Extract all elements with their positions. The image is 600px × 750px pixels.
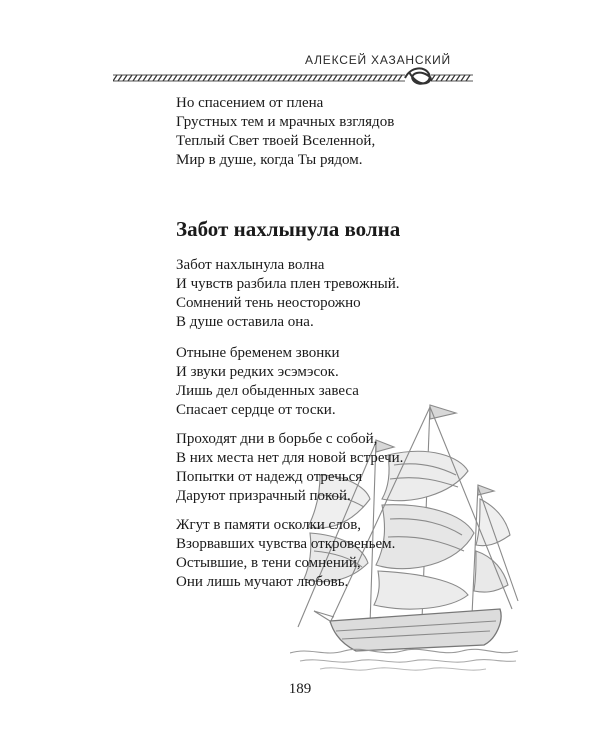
verse-line: Попытки от надежд отречься (176, 469, 363, 485)
running-header (113, 52, 473, 92)
intro-stanza (176, 94, 394, 170)
poem-title: Забот нахлынула волна (176, 217, 401, 241)
verse-line: Лишь дел обыденных завеса (176, 383, 359, 399)
verse-line: Взорвавших чувства откровеньем. (176, 536, 396, 552)
verse-line: Жгут в памяти осколки слов, (176, 517, 362, 533)
rope-knot-icon (113, 64, 473, 90)
verse-line: Они лишь мучают любовь. (176, 574, 349, 590)
poem-stanza-4 (176, 516, 395, 592)
verse-line: В них места нет для новой встречи. (176, 450, 404, 466)
verse-line: Проходят дни в борьбе с собой, (176, 431, 378, 447)
poem-stanza-3 (176, 430, 403, 506)
verse-line: Но спасением от плена (176, 95, 324, 111)
verse-line: Сомнений тень неосторожно (176, 295, 361, 311)
verse-line: Забот нахлынула волна (176, 257, 325, 273)
verse-line: Грустных тем и мрачных взглядов (176, 114, 395, 130)
verse-line: Спасает сердце от тоски. (176, 402, 336, 418)
verse-line: Теплый Свет твоей Вселенной, (176, 133, 376, 149)
verse-line: И чувств разбила плен тревожный. (176, 276, 400, 292)
verse-line: В душе оставила она. (176, 314, 314, 330)
verse-line: Остывшие, в тени сомнений, (176, 555, 361, 571)
author-name: АЛЕКСЕЙ ХАЗАНСКИЙ (305, 53, 451, 67)
poem-stanza-2 (176, 344, 359, 420)
verse-line: Даруют призрачный покой. (176, 488, 351, 504)
page-number: 189 (288, 681, 312, 697)
verse-line: Мир в душе, когда Ты рядом. (176, 152, 363, 168)
verse-line: И звуки редких эсэмэсок. (176, 364, 339, 380)
verse-line: Отныне бременем звонки (176, 345, 340, 361)
poem-stanza-1 (176, 256, 400, 332)
